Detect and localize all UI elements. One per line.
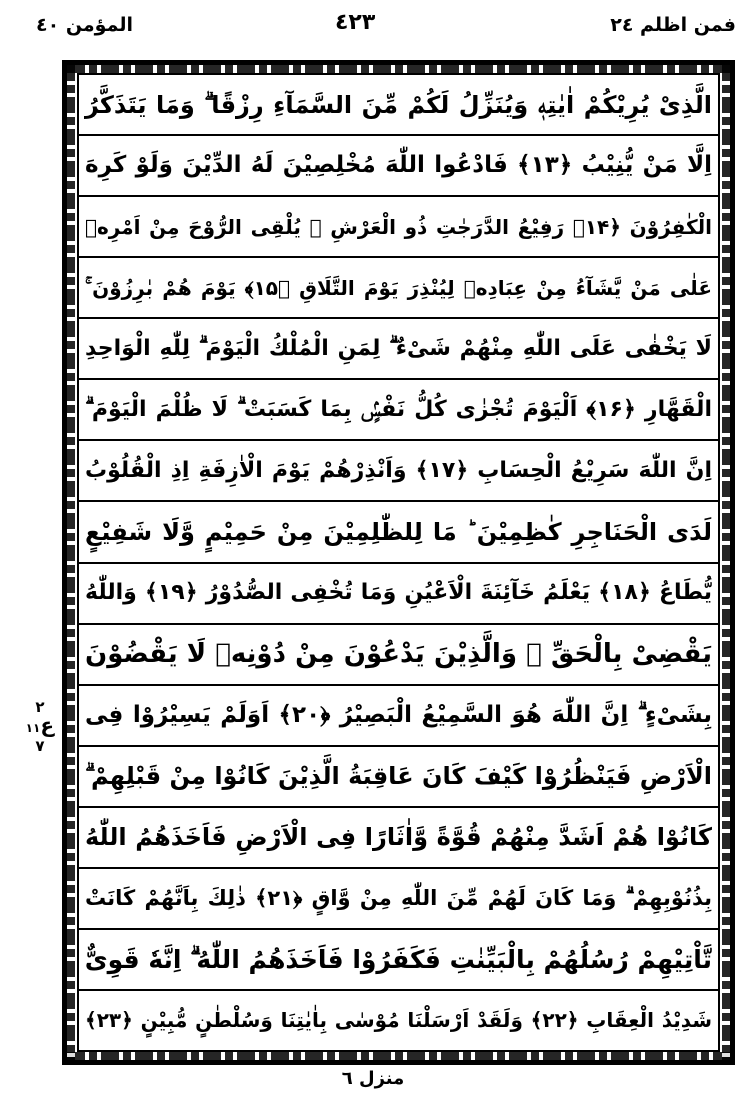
ruku-ain-symbol — [25, 713, 54, 737]
page-number: ٤٢٣ — [335, 10, 376, 35]
text-line — [79, 197, 718, 258]
juz-name: فمن اظلم ٢٤ — [610, 14, 736, 36]
ruku-middle-number: ۱۱ — [25, 721, 41, 735]
text-line — [79, 258, 718, 319]
text-line — [79, 747, 718, 808]
text-line — [79, 686, 718, 747]
line-text: الْكٰفِرُوْنَ ﴿۱۴﴾ رَفِيْعُ الدَّرَجٰتِ ذُو الْعَرْشِ ۚ يُلْقِى الرُّوْحَ مِنْ اَمْرِهٖ — [85, 214, 713, 239]
decorative-border-right — [722, 65, 730, 1060]
line-text: الْاَرْضِ فَيَنْظُرُوْا كَيْفَ كَانَ عَاقِبَةُ الَّذِيْنَ كَانُوْا مِنْ قَبْلِهِمْ ۗ — [85, 762, 712, 791]
text-line — [79, 502, 718, 563]
text-line — [79, 136, 718, 197]
text-line — [79, 75, 718, 136]
line-text: تَّاْتِيْهِمْ رُسُلُهُمْ بِالْبَيِّنٰتِ فَكَفَرُوْا فَاَخَذَهُمُ اللّٰهُ ۗ اِنَّهٗ قَوِىٌّ — [84, 944, 712, 974]
line-text: بِذُنُوْبِهِمْ ۗ وَمَا كَانَ لَهُمْ مِّنَ اللّٰهِ مِنْ وَّاقٍ ﴿۲۱﴾ ذٰلِكَ بِاَنَّهُمْ كَانَتْ — [85, 885, 712, 910]
text-line — [79, 319, 718, 380]
line-text: بِشَىْءٍ ۗ اِنَّ اللّٰهَ هُوَ السَّمِيْعُ الْبَصِيْرُ ﴿۲۰﴾ اَوَلَمْ يَسِيْرُوْا فِى — [85, 701, 712, 728]
surah-name: المؤمن ٤٠ — [36, 14, 133, 36]
line-text: يُّطَاعُ ﴿۱۸﴾ يَعْلَمُ خَآئِنَةَ الْاَعْيُنِ وَمَا تُخْفِى الصُّدُوْرُ ﴿۱۹﴾ وَاللّٰهُ — [85, 580, 712, 606]
line-text: الْقَهَّارِ ﴿۱۶﴾ اَلْيَوْمَ تُجْزٰى كُلُّ نَفْسٍۢ بِمَا كَسَبَتْ ۗ لَا ظُلْمَ الْيَوْمَ ۗ — [85, 396, 712, 422]
decorative-border-left — [67, 65, 75, 1060]
ruku-bottom-number: ۷ — [35, 737, 45, 755]
page-header — [0, 8, 746, 48]
line-text: اِنَّ اللّٰهَ سَرِيْعُ الْحِسَابِ ﴿۱۷﴾ وَاَنْذِرْهُمْ يَوْمَ الْاٰزِفَةِ اِذِ الْقُلُوْبُ — [85, 457, 712, 483]
text-block — [77, 73, 720, 1052]
text-line — [79, 441, 718, 502]
line-text: لَدَى الْحَنَاجِرِ كٰظِمِيْنَ ؕ مَا لِلظّٰلِمِيْنَ مِنْ حَمِيْمٍ وَّلَا شَفِيْعٍ — [85, 517, 712, 546]
decorative-border-bottom — [67, 1052, 730, 1060]
line-text: شَدِيْدُ الْعِقَابِ ﴿۲۲﴾ وَلَقَدْ اَرْسَلْنَا مُوْسٰى بِاٰيٰتِنَا وَسُلْطٰنٍ مُّبِيْنٍ ﴿۲۳﴾ — [85, 1008, 712, 1033]
text-line — [79, 869, 718, 930]
manzil-label: منزل ٦ — [341, 1068, 405, 1089]
line-text: لَا يَخْفٰى عَلَى اللّٰهِ مِنْهُمْ شَىْءٌ ۗ لِمَنِ الْمُلْكُ الْيَوْمَ ۗ لِلّٰهِ الْوَاحِدِ — [85, 335, 712, 361]
decorative-border-top — [67, 65, 730, 73]
text-line — [79, 930, 718, 991]
line-text: اِلَّا مَنْ يُّنِيْبُ ﴿۱۳﴾ فَادْعُوا اللّٰهَ مُخْلِصِيْنَ لَهُ الدِّيْنَ وَلَوْ كَرِهَ — [85, 152, 712, 179]
line-text: يَقْضِىْ بِالْحَقِّ ۗ وَالَّذِيْنَ يَدْعُوْنَ مِنْ دُوْنِهٖ لَا يَقْضُوْنَ — [85, 639, 712, 670]
page-frame — [62, 60, 735, 1065]
text-line — [79, 564, 718, 625]
text-line — [79, 625, 718, 686]
text-line — [79, 380, 718, 441]
text-line — [79, 991, 718, 1050]
ruku-marker — [26, 698, 54, 755]
line-text: الَّذِىْ يُرِيْكُمْ اٰيٰتِهٖ وَيُنَزِّلُ لَكُمْ مِّنَ السَّمَآءِ رِزْقًا ۗ وَمَا يَتَذَكَّرُ — [85, 90, 712, 119]
line-text: عَلٰى مَنْ يَّشَآءُ مِنْ عِبَادِهٖ لِيُنْذِرَ يَوْمَ التَّلَاقِ ﴿۱۵﴾ يَوْمَ هُمْ بٰرِزُوْنَ ۚ — [85, 275, 712, 300]
line-text: كَانُوْا هُمْ اَشَدَّ مِنْهُمْ قُوَّةً وَّاٰثَارًا فِى الْاَرْضِ فَاَخَذَهُمُ اللّٰهُ — [85, 823, 712, 852]
ruku-ain-glyph: ع — [40, 713, 54, 737]
ruku-top-number: ۲ — [35, 698, 45, 716]
text-line — [79, 808, 718, 869]
